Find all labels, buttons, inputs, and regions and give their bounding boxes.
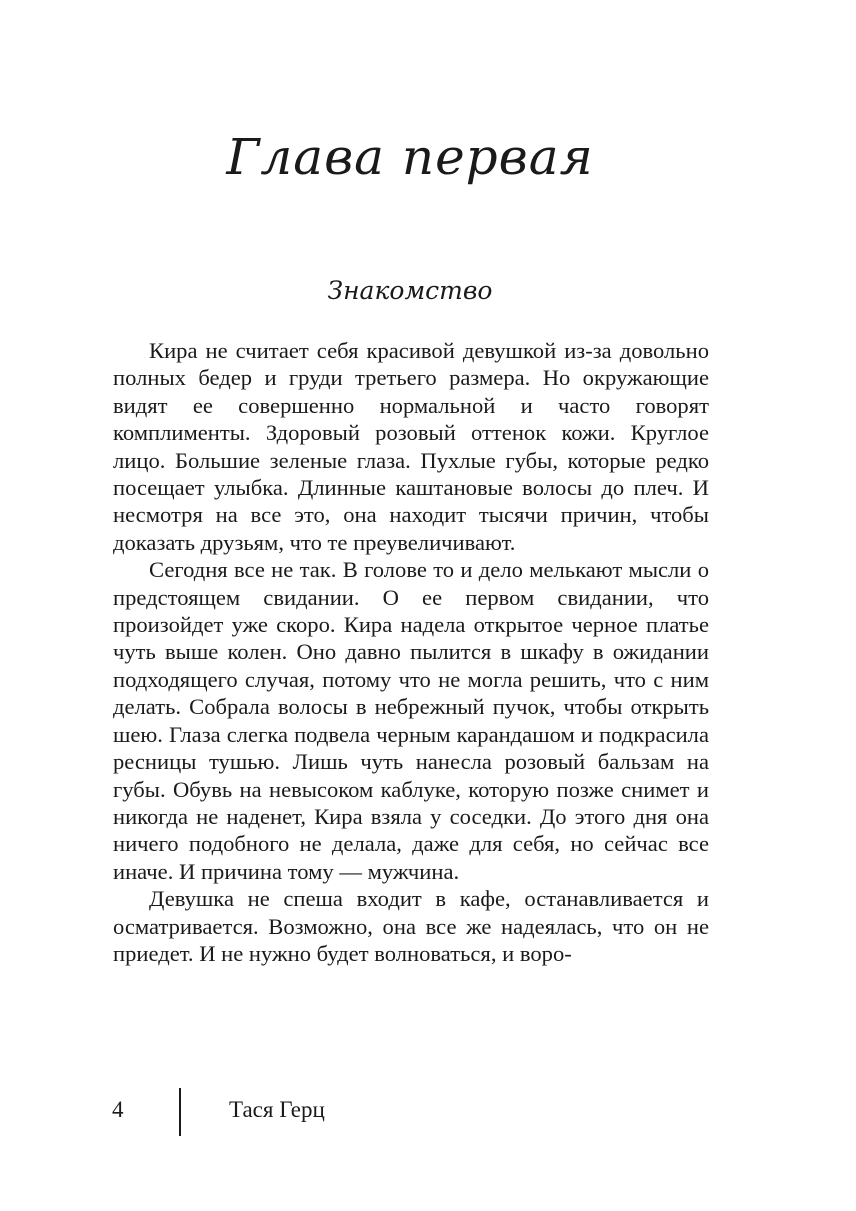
paragraph-3: Девушка не спеша входит в кафе, останавливается и осматривается. Возможно, она все же надеялась, что он не приедет. И не нужно будет волноваться, и воро- <box>113 886 709 966</box>
chapter-title: Глава первая <box>226 128 594 186</box>
page-number: 4 <box>112 1097 124 1122</box>
paragraph-2: Сегодня все не так. В голове то и дело мелькают мысли о предстоящем свидании. О ее первом свидании, что произойдет уже скоро. Кира надела открытое черное платье чуть выше колен. Оно давно пылится в шкафу в ожидании подходящего случая, потому что не могла решить, что с ним делать. Собрала волосы в небрежный пучок, чтобы открыть шею. Глаза слегка подвела черным карандашом и подкрасила ресницы тушью. Лишь чуть нанесла розовый бальзам на губы. Обувь на невысоком каблуке, которую позже снимет и никогда не наденет, Кира взяла у соседки. До этого дня она ничего подобного не делала, даже для себя, но сейчас все иначе. И причина тому — мужчина. <box>113 557 709 884</box>
section-title: Знакомство <box>327 276 493 305</box>
running-footer-author: Тася Герц <box>229 1097 325 1122</box>
footer-divider <box>179 1088 181 1136</box>
body-text <box>113 337 709 967</box>
paragraph-1: Кира не считает себя красивой девушкой из-за довольно полных бедер и груди третьего размера. Но окружающие видят ее совершенно нормальной и часто говорят комплименты. Здоровый розовый оттенок кожи. Круглое лицо. Большие зеленые глаза. Пухлые губы, которые редко посещает улыбка. Длинные каштановые волосы до плеч. И несмотря на все это, она находит тысячи причин, чтобы доказать друзьям, что те преувеличивают. <box>113 338 709 555</box>
